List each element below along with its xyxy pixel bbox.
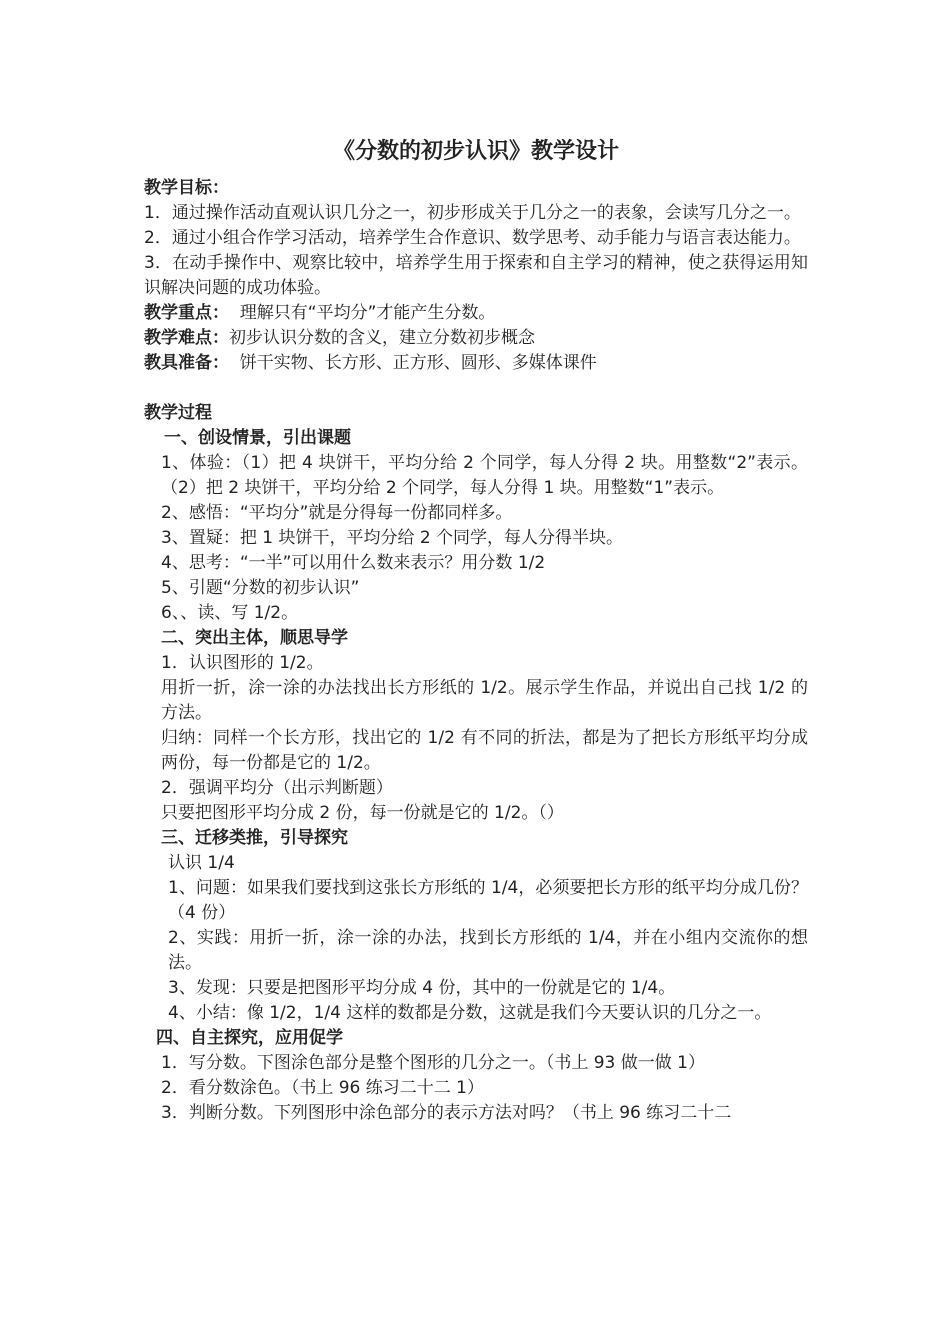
tools-text: 饼干实物、长方形、正方形、圆形、多媒体课件: [229, 353, 597, 373]
key-point-line: [144, 301, 808, 326]
section-heading: 三、迁移类推，引导探究: [161, 828, 348, 848]
key-point-label: 教学重点：: [144, 303, 229, 323]
section-item: 2．强调平均分（出示判断题）: [161, 778, 393, 798]
section-item: 归纳：同样一个长方形，找出它的 1/2 有不同的折法，都是为了把长方形纸平均分成两份，每一份都是它的 1/2。: [161, 728, 808, 773]
goals-label: 教学目标：: [144, 178, 229, 198]
difficulty-text: 初步认识分数的含义，建立分数初步概念: [229, 328, 535, 348]
section-item: 2、感悟：“平均分”就是分得每一份都同样多。: [161, 503, 513, 523]
section-item: 用折一折，涂一涂的办法找出长方形纸的 1/2。展示学生作品，并说出自己找 1/2 的方法。: [161, 678, 808, 723]
section-item: 1．写分数。下图涂色部分是整个图形的几分之一。（书上 93 做一做 1）: [161, 1053, 705, 1073]
goal-item: 2．通过小组合作学习活动，培养学生合作意识、数学思考、动手能力与语言表达能力。: [144, 228, 801, 248]
goal-item: 3．在动手操作中、观察比较中，培养学生用于探索和自主学习的精神，使之获得运用知识解决问题的成功体验。: [144, 253, 808, 298]
section-item: 1．认识图形的 1/2。: [161, 653, 324, 673]
section-item: 4、小结：像 1/2，1/4 这样的数都是分数，这就是我们今天要认识的几分之一。: [168, 1003, 772, 1023]
section-item: 3．判断分数。下列图形中涂色部分的表示方法对吗？（书上 96 练习二十二: [161, 1103, 732, 1123]
difficulty-label: 教学难点：: [144, 328, 229, 348]
section-heading: 四、自主探究，应用促学: [156, 1028, 343, 1048]
tools-line: [144, 351, 808, 376]
spacer: [144, 376, 808, 401]
section-item: 1、体验：（1）把 4 块饼干，平均分给 2 个同学，每人分得 2 块。用整数“2”表示。（2）把 2 块饼干，平均分给 2 个同学，每人分得 1 块。用整数“1”表示。: [161, 453, 808, 498]
section-heading: 二、突出主体，顺思导学: [161, 628, 348, 648]
document-body: [144, 138, 808, 1126]
section-item: 只要把图形平均分成 2 份，每一份就是它的 1/2。（）: [161, 803, 564, 823]
section-item: 认识 1/4: [168, 853, 235, 873]
difficulty-line: [144, 326, 808, 351]
process-label: 教学过程: [144, 403, 212, 423]
section-item: 3、发现：只要是把图形平均分成 4 份，其中的一份就是它的 1/4。: [168, 978, 676, 998]
section-item: 4、思考：“一半”可以用什么数来表示？用分数 1/2: [161, 553, 546, 573]
document-title: 《分数的初步认识》教学设计: [332, 139, 619, 164]
section-item: 2．看分数涂色。（书上 96 练习二十二 1）: [161, 1078, 484, 1098]
section-item: 5、引题“分数的初步认识”: [161, 578, 360, 598]
tools-label: 教具准备：: [144, 353, 229, 373]
key-point-text: 理解只有“平均分”才能产生分数。: [229, 303, 496, 323]
section-item: 3、置疑：把 1 块饼干，平均分给 2 个同学，每人分得半块。: [161, 528, 624, 548]
section-item: 1、问题：如果我们要找到这张长方形纸的 1/4，必须要把长方形的纸平均分成几份？（4 份）: [168, 878, 808, 923]
section-heading: 一、创设情景，引出课题: [164, 428, 351, 448]
section-item: 6、、读、写 1/2。: [161, 603, 299, 623]
goal-item: 1．通过操作活动直观认识几分之一，初步形成关于几分之一的表象，会读写几分之一。: [144, 203, 801, 223]
section-item: 2、实践：用折一折，涂一涂的办法，找到长方形纸的 1/4，并在小组内交流你的想法。: [168, 928, 808, 973]
